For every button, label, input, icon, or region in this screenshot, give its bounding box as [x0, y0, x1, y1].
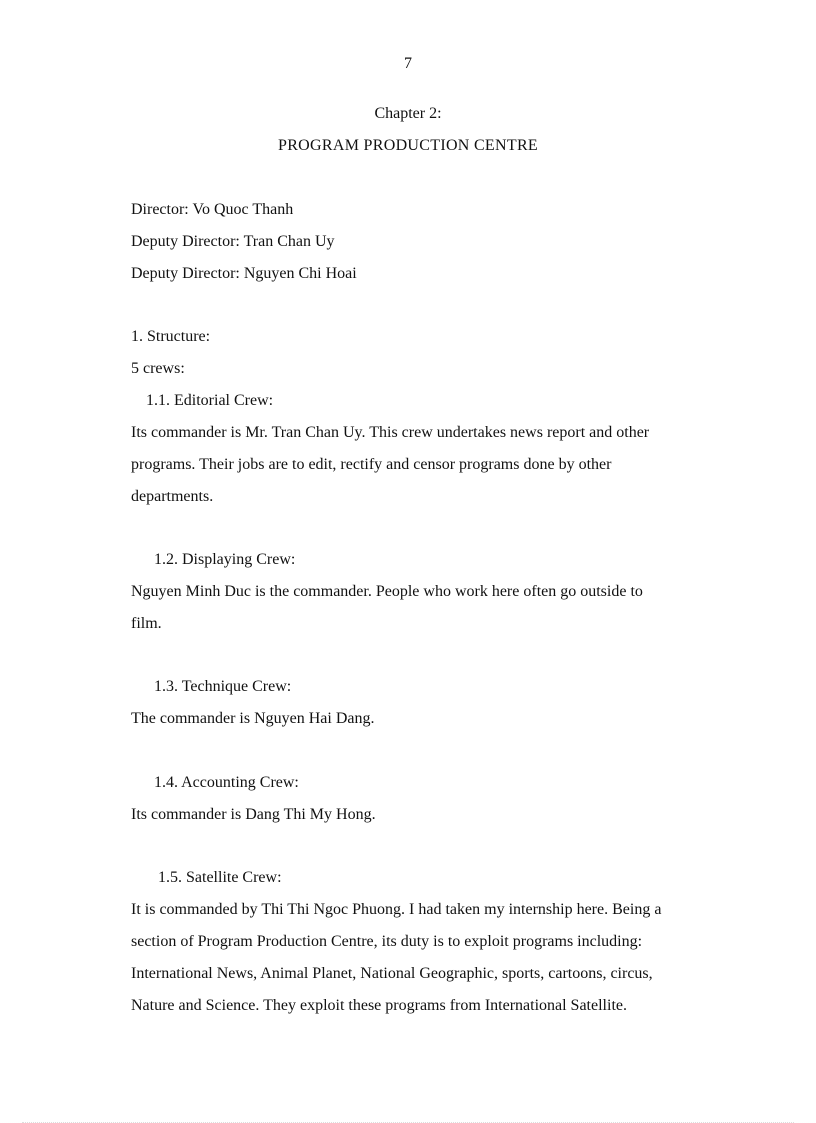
paragraph-line: Nguyen Minh Duc is the commander. People who work here often go outside to [131, 583, 643, 600]
crew-heading: 1.4. Accounting Crew: [154, 774, 299, 791]
paragraph-line: Its commander is Dang Thi My Hong. [131, 806, 376, 823]
paragraph-line: International News, Animal Planet, National Geographic, sports, cartoons, circus, [131, 965, 653, 982]
paragraph-line: The commander is Nguyen Hai Dang. [131, 710, 375, 727]
crew-heading: 1.1. Editorial Crew: [146, 392, 274, 409]
crew-heading: 1.3. Technique Crew: [154, 678, 292, 695]
paragraph-line: film. [131, 615, 162, 632]
crew-heading: 1.5. Satellite Crew: [158, 869, 282, 886]
paragraph-line: Nature and Science. They exploit these programs from International Satellite. [131, 997, 627, 1014]
paragraph-line: It is commanded by Thi Thi Ngoc Phuong. I had taken my internship here. Being a [131, 901, 662, 918]
deputy-director-line: Deputy Director: Tran Chan Uy [131, 233, 335, 250]
chapter-title: PROGRAM PRODUCTION CENTRE [278, 137, 538, 154]
chapter-label: Chapter 2: [374, 105, 442, 122]
structure-heading: 1. Structure: [131, 328, 211, 345]
deputy-director-line: Deputy Director: Nguyen Chi Hoai [131, 265, 357, 282]
paragraph-line: departments. [131, 488, 214, 505]
paragraph-line: programs. Their jobs are to edit, rectify and censor programs done by other [131, 456, 612, 473]
paragraph-line: Its commander is Mr. Tran Chan Uy. This crew undertakes news report and other [131, 424, 650, 441]
crew-heading: 1.2. Displaying Crew: [154, 551, 296, 568]
page-number: 7 [404, 55, 412, 72]
director-line: Director: Vo Quoc Thanh [131, 201, 294, 218]
crew-count: 5 crews: [131, 360, 185, 377]
paragraph-line: section of Program Production Centre, its duty is to exploit programs including: [131, 933, 643, 950]
